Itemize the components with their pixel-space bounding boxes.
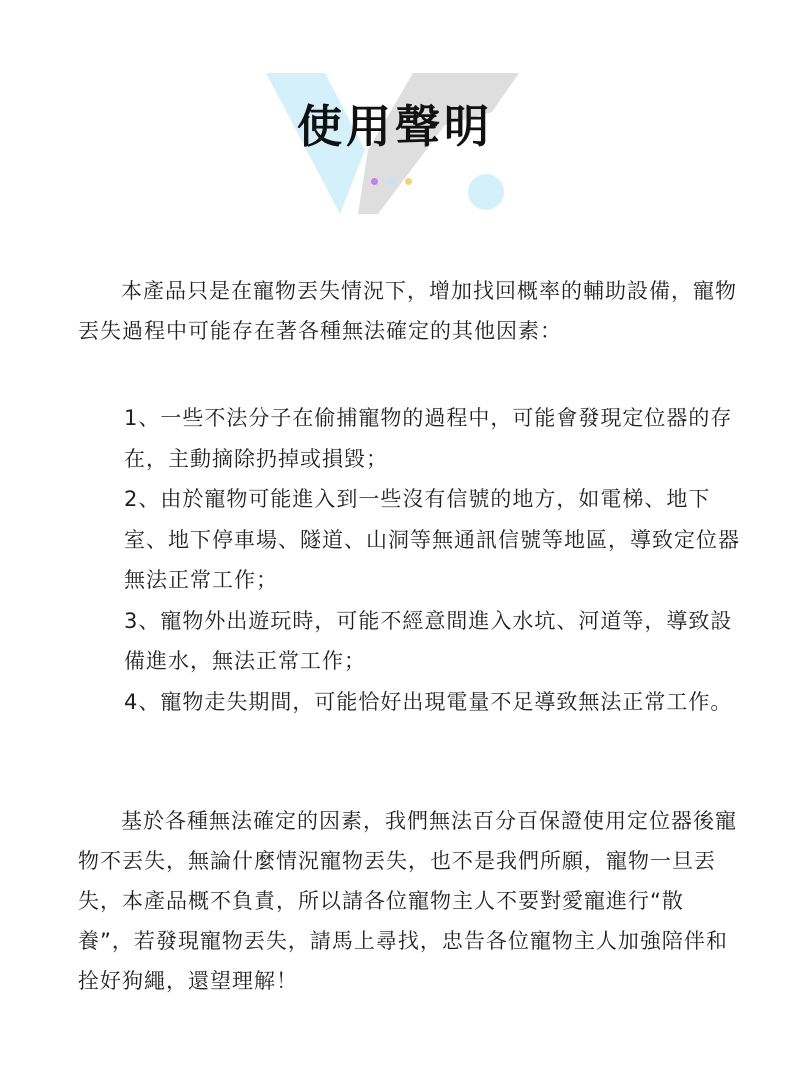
header-banner <box>0 0 790 230</box>
risk-list <box>124 398 744 722</box>
list-item-text: 4、寵物走失期間，可能恰好出現電量不足導致無法正常工作。 <box>124 689 733 714</box>
logo-circle <box>468 174 504 210</box>
list-item-text: 1、一些不法分子在偷捕寵物的過程中，可能會發現定位器的存在，主動摘除扔掉或損毀； <box>124 406 733 471</box>
list-item-text: 3、寵物外出遊玩時，可能不經意間進入水坑、河道等，導致設備進水，無法正常工作； <box>124 608 733 673</box>
dot-purple <box>371 178 378 185</box>
intro-paragraph: 本產品只是在寵物丟失情況下，增加找回概率的輔助設備，寵物丟失過程中可能存在著各種無法確定的其他因素： <box>78 279 738 343</box>
dot-blue <box>388 178 395 185</box>
decorative-dots <box>371 176 412 186</box>
list-item <box>124 601 744 682</box>
intro-section <box>78 271 738 351</box>
list-item <box>124 398 744 479</box>
dot-yellow <box>405 178 412 185</box>
list-item <box>124 682 744 723</box>
list-item-text: 2、由於寵物可能進入到一些沒有信號的地方，如電梯、地下室、地下停車場、隧道、山洞等無通訊信號等地區，導致定位器無法正常工作； <box>124 487 740 592</box>
closing-paragraph: 基於各種無法確定的因素，我們無法百分百保證使用定位器後寵物不丟失，無論什麼情況寵物丟失，也不是我們所願，寵物一旦丟失，本產品概不負責，所以請各位寵物主人不要對愛寵進行“散養”，若發現寵物丟失，請馬上尋找，忠告各位寵物主人加強陪伴和拴好狗繩，還望理解！ <box>78 809 738 993</box>
list-item <box>124 479 744 601</box>
closing-section <box>78 801 738 1001</box>
page-title: 使用聲明 <box>296 100 493 153</box>
